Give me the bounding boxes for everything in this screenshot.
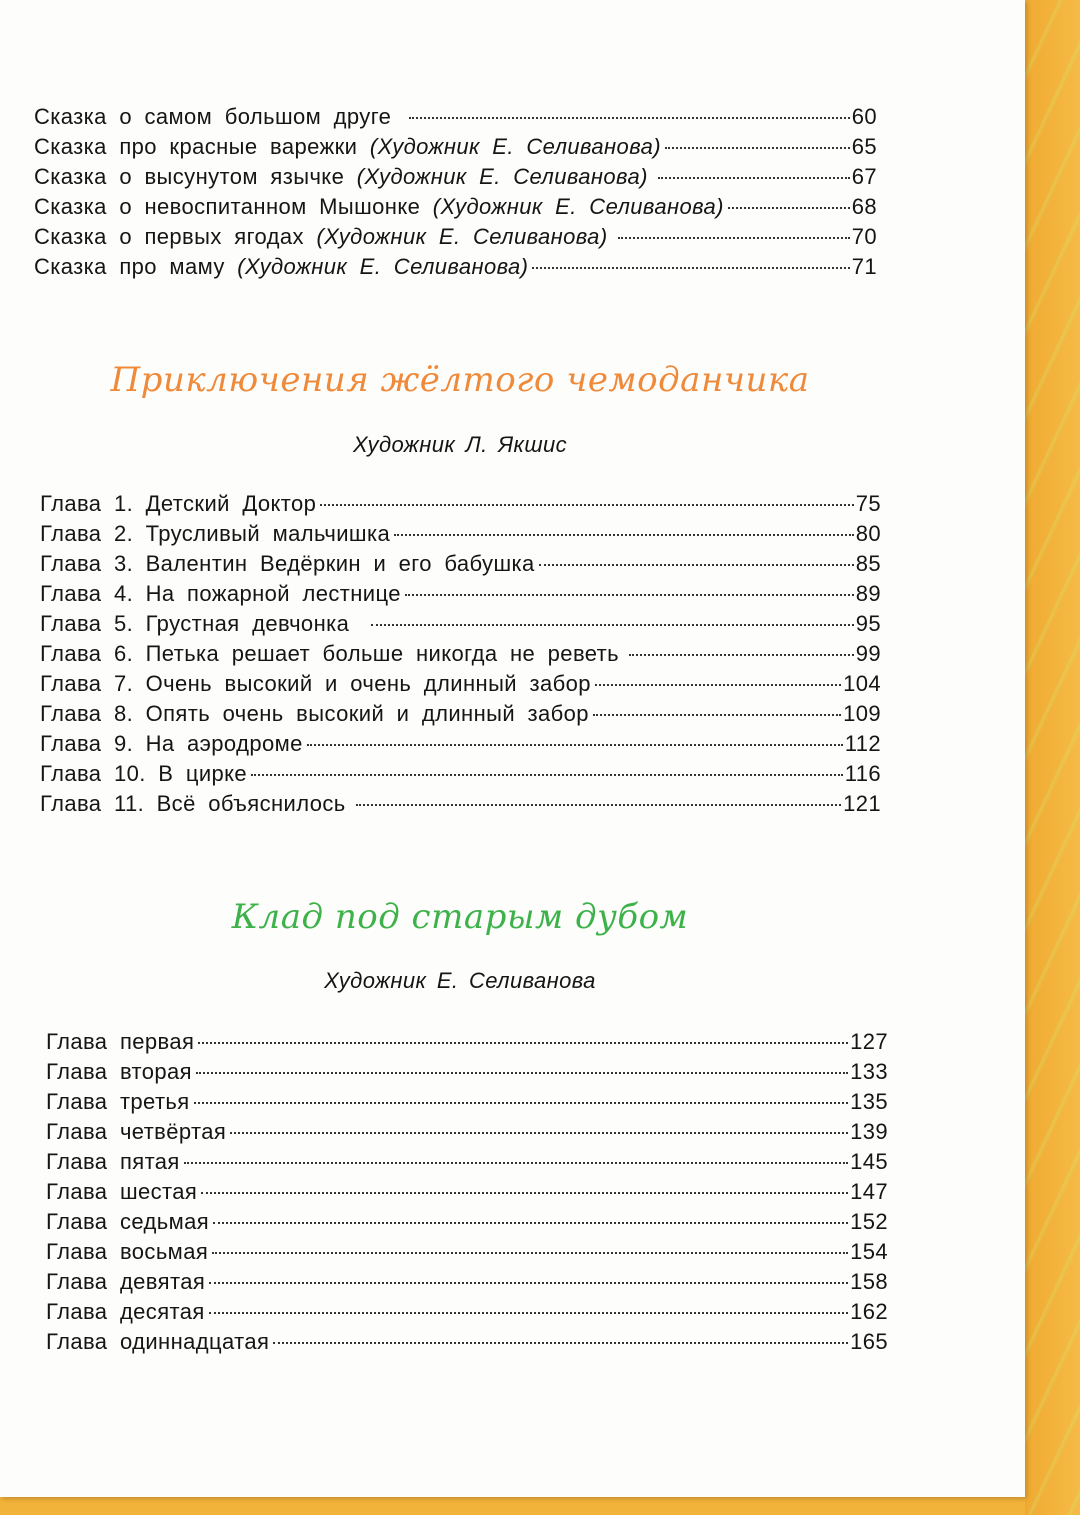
toc-page-number: 158 (850, 1269, 888, 1294)
toc-entry-title: Сказка про красные варежки (Художник Е. Селиванова) (34, 134, 661, 159)
toc-page-number: 68 (851, 194, 877, 219)
book-cover-edge (1025, 0, 1080, 1515)
toc-leader-dots (209, 1312, 848, 1314)
toc-entry[interactable] (46, 1029, 888, 1055)
toc-entry-title: Глава 3. Валентин Ведёркин и его бабушка (40, 551, 535, 576)
toc-leader-dots (356, 804, 841, 806)
toc-page-number: 127 (850, 1029, 888, 1054)
toc-leader-dots (539, 564, 854, 566)
toc-leader-dots (728, 207, 850, 209)
toc-page-number: 95 (855, 611, 881, 636)
toc-entry[interactable] (34, 104, 877, 130)
toc-page-number: 89 (855, 581, 881, 606)
toc-leader-dots (405, 594, 854, 596)
toc-entry[interactable] (40, 611, 881, 637)
toc-entry-title: Глава 4. На пожарной лестнице (40, 581, 401, 606)
toc-entry[interactable] (46, 1119, 888, 1145)
toc-leader-dots (658, 177, 850, 179)
toc-entry-title: Сказка о первых ягодах (Художник Е. Селиванова) (34, 224, 608, 249)
toc-entry-artist: (Художник Е. Селиванова) (369, 134, 661, 159)
toc-leader-dots (320, 504, 853, 506)
toc-leader-dots (212, 1252, 848, 1254)
toc-entry-title: Глава шестая (46, 1179, 198, 1204)
toc-leader-dots (201, 1192, 848, 1194)
toc-entry-title: Глава 5. Грустная девчонка (40, 611, 350, 636)
toc-entry-title: Глава 9. На аэродроме (40, 731, 303, 756)
toc-entry-title: Глава десятая (46, 1299, 205, 1324)
toc-entry[interactable] (40, 581, 881, 607)
toc-leader-dots (593, 714, 841, 716)
toc-entry-title: Глава 11. Всё объяснилось (40, 791, 346, 816)
toc-entry-title: Сказка о невоспитанном Мышонке (Художник Е. Селиванова) (34, 194, 724, 219)
toc-entry[interactable] (40, 761, 881, 787)
toc-leader-dots (394, 534, 854, 536)
toc-page-number: 154 (850, 1239, 888, 1264)
toc-entry-title: Глава восьмая (46, 1239, 209, 1264)
toc-entry[interactable] (40, 491, 881, 517)
toc-page-number: 75 (855, 491, 881, 516)
toc-entry[interactable] (34, 134, 877, 160)
toc-entry[interactable] (40, 551, 881, 577)
toc-page-number: 60 (851, 104, 877, 129)
toc-leader-dots (595, 684, 841, 686)
toc-entry-title: Глава седьмая (46, 1209, 210, 1234)
toc-leader-dots (409, 117, 849, 119)
toc-entry[interactable] (40, 641, 881, 667)
toc-entry[interactable] (34, 254, 877, 280)
toc-page-number: 147 (850, 1179, 888, 1204)
toc-entry[interactable] (46, 1329, 888, 1355)
toc-page-number: 104 (843, 671, 881, 696)
toc-entry-artist: (Художник Е. Селиванова) (237, 254, 529, 279)
toc-entry[interactable] (46, 1269, 888, 1295)
toc-entry-title: Глава 2. Трусливый мальчишка (40, 521, 391, 546)
toc-leader-dots (209, 1282, 848, 1284)
toc-leader-dots (196, 1072, 848, 1074)
toc-page-number: 152 (850, 1209, 888, 1234)
toc-entry[interactable] (46, 1149, 888, 1175)
toc-leader-dots (618, 237, 850, 239)
section-title-yellow-suitcase: Приключения жёлтого чемоданчика (110, 360, 810, 400)
toc-entry[interactable] (40, 791, 881, 817)
toc-leader-dots (532, 267, 849, 269)
toc-leader-dots (251, 774, 843, 776)
toc-entry[interactable] (46, 1059, 888, 1085)
toc-page-number: 116 (844, 761, 881, 786)
toc-entry-title: Глава первая (46, 1029, 195, 1054)
toc-entry-title: Глава 7. Очень высокий и очень длинный забор (40, 671, 591, 696)
toc-entry[interactable] (40, 701, 881, 727)
toc-entry-title: Глава пятая (46, 1149, 180, 1174)
toc-entry[interactable] (46, 1179, 888, 1205)
toc-page-number: 80 (855, 521, 881, 546)
toc-page-number: 145 (850, 1149, 888, 1174)
toc-leader-dots (371, 624, 853, 626)
toc-entry[interactable] (40, 671, 881, 697)
toc-entry-title: Сказка о высунутом язычке (Художник Е. Селиванова) (34, 164, 648, 189)
toc-entry-title: Глава вторая (46, 1059, 192, 1084)
toc-page-number: 71 (851, 254, 877, 279)
toc-entry[interactable] (34, 164, 877, 190)
toc-entry-title: Глава третья (46, 1089, 190, 1114)
toc-entry[interactable] (46, 1239, 888, 1265)
section-artist: Художник Е. Селиванова (324, 968, 596, 993)
toc-entry-title: Глава одиннадцатая (46, 1329, 270, 1354)
toc-leader-dots (213, 1222, 848, 1224)
toc-entry-title: Глава девятая (46, 1269, 206, 1294)
toc-entry-artist: (Художник Е. Селиванова) (316, 224, 608, 249)
toc-entry-title: Глава четвёртая (46, 1119, 227, 1144)
toc-entry[interactable] (46, 1299, 888, 1325)
toc-page-number: 139 (850, 1119, 888, 1144)
toc-page-number: 135 (850, 1089, 888, 1114)
toc-entry[interactable] (34, 194, 877, 220)
toc-entry[interactable] (46, 1209, 888, 1235)
toc-leader-dots (194, 1102, 848, 1104)
toc-entry-title: Глава 8. Опять очень высокий и длинный забор (40, 701, 589, 726)
toc-entry[interactable] (40, 731, 881, 757)
toc-page-number: 65 (851, 134, 877, 159)
toc-entry-title: Глава 10. В цирке (40, 761, 248, 786)
section-artist: Художник Л. Якшис (352, 432, 568, 457)
toc-page-number: 85 (855, 551, 881, 576)
toc-leader-dots (230, 1132, 848, 1134)
toc-page-number: 121 (843, 791, 881, 816)
toc-entry[interactable] (46, 1089, 888, 1115)
toc-leader-dots (273, 1342, 848, 1344)
toc-leader-dots (307, 744, 843, 746)
toc-page-number: 99 (855, 641, 881, 666)
toc-leader-dots (629, 654, 854, 656)
toc-leader-dots (198, 1042, 848, 1044)
toc-entry-title: Сказка про маму (Художник Е. Селиванова) (34, 254, 529, 279)
toc-page-number: 162 (850, 1299, 888, 1324)
toc-entry-artist: (Художник Е. Селиванова) (432, 194, 724, 219)
toc-leader-dots (184, 1162, 848, 1164)
toc-leader-dots (665, 147, 850, 149)
toc-page-number: 133 (850, 1059, 888, 1084)
toc-page-number: 67 (851, 164, 877, 189)
toc-entry-title: Сказка о самом большом друге (34, 104, 392, 129)
toc-page-number: 112 (844, 731, 881, 756)
toc-entry[interactable] (40, 521, 881, 547)
toc-page-number: 165 (850, 1329, 888, 1354)
toc-entry[interactable] (34, 224, 877, 250)
toc-entry-title: Глава 6. Петька решает больше никогда не реветь (40, 641, 620, 666)
toc-entry-title: Глава 1. Детский Доктор (40, 491, 317, 516)
toc-page-number: 70 (851, 224, 877, 249)
toc-entry-artist: (Художник Е. Селиванова) (356, 164, 648, 189)
toc-page-number: 109 (843, 701, 881, 726)
section-title-treasure-oak: Клад под старым дубом (231, 897, 689, 937)
